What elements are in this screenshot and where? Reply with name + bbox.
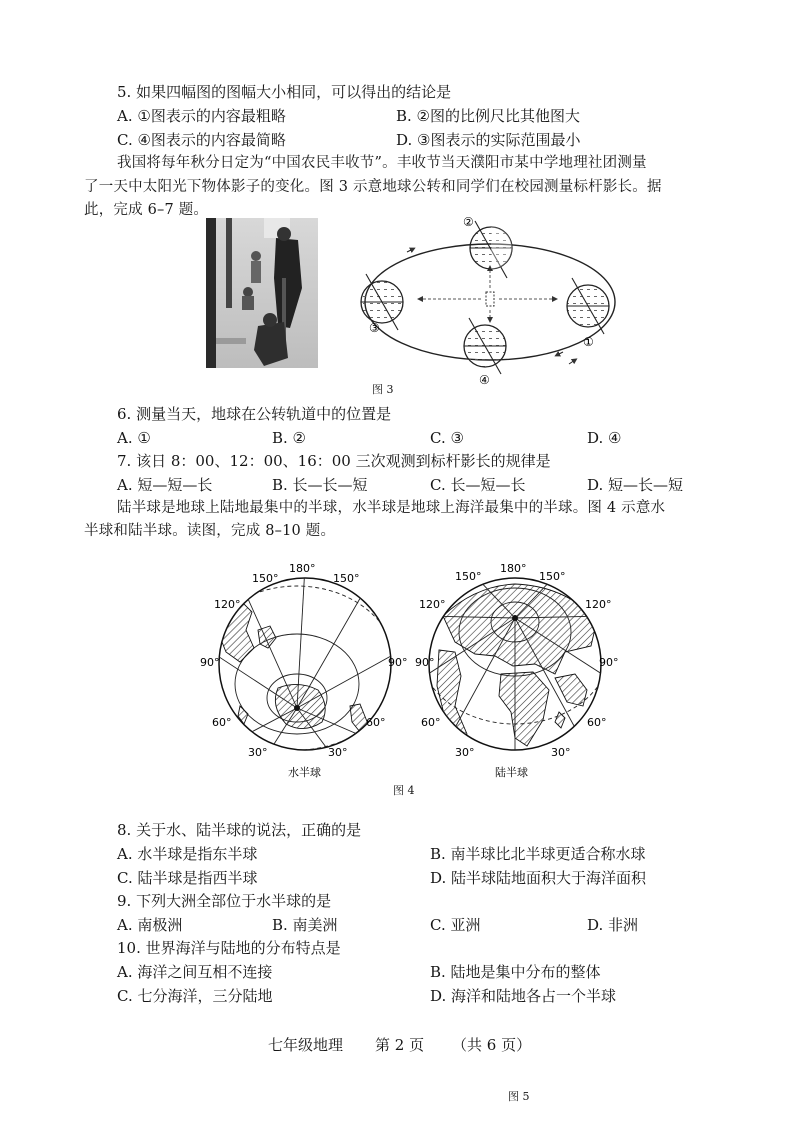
figure4-caption: 图 4 [393,784,415,797]
orbit-arrow-icon [557,352,563,355]
earth-position-1 [567,278,609,334]
land-deg-60-left: 60° [421,716,441,729]
q9-option-b: B. 南美洲 [272,916,338,934]
orbit-arrow-icon [407,249,413,252]
position-label-2: ② [463,216,474,229]
position-label-3: ③ [369,321,380,335]
q8-option-c: C. 陆半球是指西半球 [117,869,258,887]
land-hemisphere-map [415,556,625,781]
land-deg-120-right: 120° [585,598,612,611]
land-deg-90-left: 90° [415,656,435,669]
position-label-4: ④ [479,373,490,387]
q9-option-c: C. 亚洲 [430,916,481,934]
q5-option-d: D. ③图表示的实际范围最小 [396,131,581,149]
q7-stem: 7. 该日 8：00、12：00、16：00 三次观测到标杆影长的规律是 [117,452,551,470]
water-deg-90-right: 90° [388,656,408,669]
footer-page: 第 2 页 [375,1036,425,1054]
q7-option-d: D. 短—长—短 [587,476,684,494]
q5-option-c: C. ④图表示的内容最简略 [117,131,286,149]
passage1-line1: 我国将每年秋分日定为“中国农民丰收节”。丰收节当天濮阳市某中学地理社团测量 [117,155,647,171]
water-deg-30-left: 30° [248,746,268,759]
passage1-line3: 此，完成 6–7 题。 [84,202,209,218]
sun-icon [486,292,494,306]
q6-option-c: C. ③ [430,429,464,447]
footer-subject: 七年级地理 [268,1036,344,1054]
water-deg-30-right: 30° [328,746,348,759]
land-hemisphere-label: 陆半球 [495,766,528,779]
q7-option-b: B. 长—长—短 [272,476,368,494]
q9-option-d: D. 非洲 [587,916,639,934]
q10-option-a: A. 海洋之间互相不连接 [117,963,273,981]
footer-total: （共 6 页） [452,1036,532,1054]
water-deg-60-left: 60° [212,716,232,729]
shadow-measurement-photo [206,218,318,368]
q7-option-a: A. 短—短—长 [117,476,213,494]
q6-option-d: D. ④ [587,429,622,447]
earth-position-3 [361,274,403,330]
q5-stem: 5. 如果四幅图的图幅大小相同，可以得出的结论是 [117,83,452,101]
land-deg-30-left: 30° [455,746,475,759]
land-deg-150-right: 150° [539,570,566,583]
q9-stem: 9. 下列大洲全部位于水半球的是 [117,892,332,910]
passage2-line1: 陆半球是地球上陆地最集中的半球，水半球是地球上海洋最集中的半球。图 4 示意水 [117,500,666,516]
q6-stem: 6. 测量当天，地球在公转轨道中的位置是 [117,405,392,423]
land-deg-90-right: 90° [599,656,619,669]
q10-stem: 10. 世界海洋与陆地的分布特点是 [117,939,341,957]
passage1-line2: 了一天中太阳光下物体影子的变化。图 3 示意地球公转和同学们在校园测量标杆影长。据 [84,179,662,195]
q5-option-b: B. ②图的比例尺比其他图大 [396,107,581,125]
land-deg-30-right: 30° [551,746,571,759]
q10-option-d: D. 海洋和陆地各占一个半球 [430,987,617,1005]
q10-option-b: B. 陆地是集中分布的整体 [430,963,601,981]
q8-option-d: D. 陆半球陆地面积大于海洋面积 [430,869,647,887]
water-deg-90-left: 90° [200,656,220,669]
q7-option-c: C. 长—短—长 [430,476,526,494]
passage2-line2: 半球和陆半球。读图，完成 8–10 题。 [84,523,336,539]
q8-option-b: B. 南半球比北半球更适合称水球 [430,845,646,863]
water-deg-150-right: 150° [333,572,360,585]
water-deg-150-left: 150° [252,572,279,585]
earth-orbit-diagram [355,216,630,391]
q6-option-a: A. ① [117,429,151,447]
q8-stem: 8. 关于水、陆半球的说法，正确的是 [117,821,362,839]
position-label-1: ① [583,335,594,349]
earth-position-2 [470,221,512,278]
water-hemisphere-label: 水半球 [288,766,321,779]
land-deg-60-right: 60° [587,716,607,729]
land-deg-120-left: 120° [419,598,446,611]
q5-option-a: A. ①图表示的内容最粗略 [117,107,286,125]
figure5-caption: 图 5 [508,1090,530,1103]
orbit-arrow-icon [569,360,575,364]
water-deg-120: 120° [214,598,241,611]
q10-option-c: C. 七分海洋，三分陆地 [117,987,273,1005]
water-deg-180: 180° [289,562,316,575]
land-deg-180: 180° [500,562,527,575]
water-deg-60-right: 60° [366,716,386,729]
q9-option-a: A. 南极洲 [117,916,183,934]
land-deg-150-left: 150° [455,570,482,583]
figure3-caption: 图 3 [372,383,394,396]
water-hemisphere-map [200,556,410,781]
q6-option-b: B. ② [272,429,307,447]
q8-option-a: A. 水半球是指东半球 [117,845,258,863]
earth-position-4 [464,318,506,374]
